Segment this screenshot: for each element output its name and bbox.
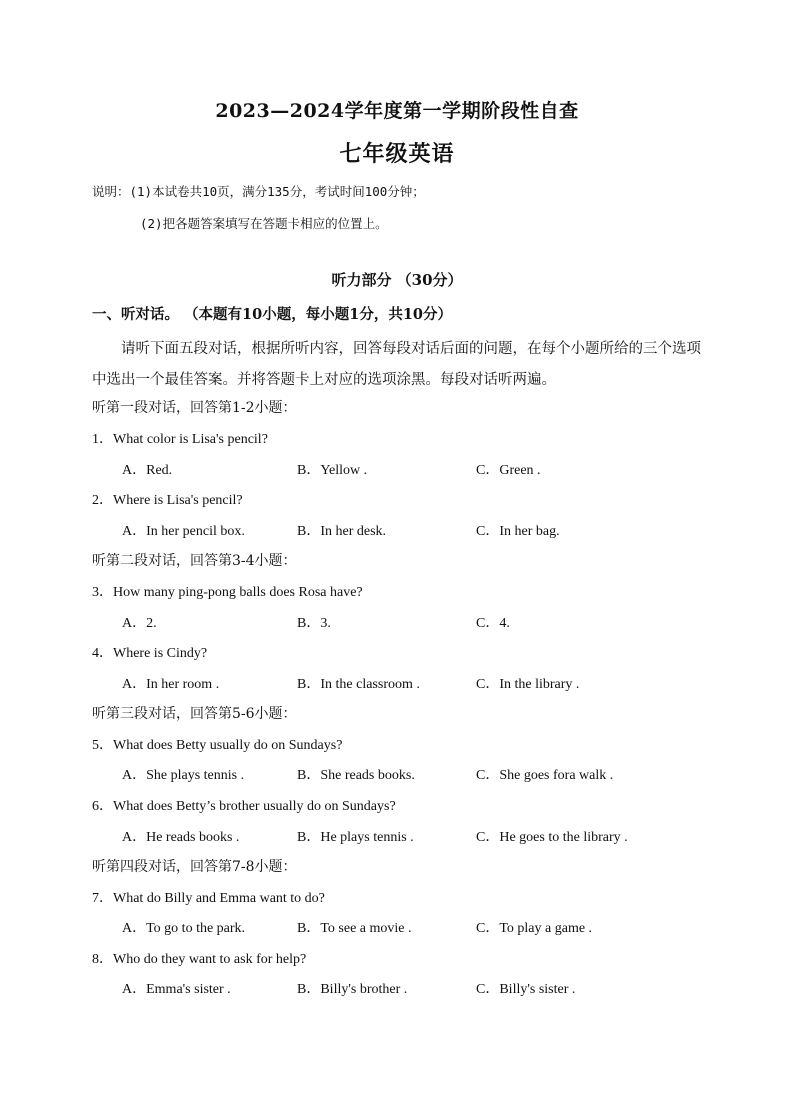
instructions: 请听下面五段对话，根据所听内容，回答每段对话后面的问题，在每个小题所给的三个选项中选出一个最佳答案。并将答题卡上对应的选项涂黑。每段对话听两遍。: [92, 341, 701, 388]
exam-title: 2023—2024学年度第一学期阶段性自查: [215, 100, 579, 122]
note-line-1: 说明：(1)本试卷共10页，满分135分，考试时间100分钟；: [92, 184, 425, 199]
option-b: B．He plays tennis .: [297, 830, 414, 845]
option-c: C．She goes fora walk .: [476, 768, 614, 783]
option-b: B．In the classroom .: [297, 677, 420, 692]
option-a: A．In her pencil box.: [122, 524, 245, 539]
question-2: 2．Where is Lisa's pencil?: [92, 493, 243, 508]
option-a: A．He reads books .: [122, 830, 240, 845]
exam-subject: 七年级英语: [339, 141, 455, 167]
option-c: C．In the library .: [476, 677, 580, 692]
option-a: A．Red.: [122, 463, 173, 478]
option-a: A．Emma's sister .: [122, 982, 231, 997]
dialogue-heading: 听第三段对话，回答第5-6小题：: [92, 706, 297, 722]
option-b: B．Billy's brother .: [297, 982, 408, 997]
part-title: 一、听对话。 （本题有10小题，每小题1分，共10分）: [92, 306, 452, 323]
option-b: B．In her desk.: [297, 524, 387, 539]
section-title: 听力部分 （30分）: [331, 271, 463, 289]
question-7: 7．What do Billy and Emma want to do?: [92, 891, 325, 906]
dialogue-heading: 听第一段对话，回答第1-2小题：: [92, 400, 297, 416]
option-a: A．To go to the park.: [122, 921, 246, 936]
note-line-2: (2)把各题答案填写在答题卡相应的位置上。: [140, 216, 388, 231]
option-b: B．3.: [297, 616, 331, 631]
dialogue-heading: 听第二段对话，回答第3-4小题：: [92, 553, 297, 569]
option-b: B．Yellow .: [297, 463, 368, 478]
option-c: C．To play a game .: [476, 921, 593, 936]
option-a: A．In her room .: [122, 677, 220, 692]
option-c: C．Green .: [476, 463, 541, 478]
question-5: 5．What does Betty usually do on Sundays?: [92, 738, 343, 753]
option-b: B．She reads books.: [297, 768, 415, 783]
option-a: A．She plays tennis .: [122, 768, 245, 783]
option-c: C．Billy's sister .: [476, 982, 576, 997]
option-b: B．To see a movie .: [297, 921, 412, 936]
question-3: 3．How many ping-pong balls does Rosa have?: [92, 585, 363, 600]
option-c: C．He goes to the library .: [476, 830, 628, 845]
dialogue-heading: 听第四段对话，回答第7-8小题：: [92, 859, 297, 875]
question-1: 1．What color is Lisa's pencil?: [92, 432, 268, 447]
option-c: C．In her bag.: [476, 524, 560, 539]
question-4: 4．Where is Cindy?: [92, 646, 208, 661]
option-a: A．2.: [122, 616, 157, 631]
question-6: 6．What does Betty’s brother usually do on Sundays?: [92, 799, 396, 814]
option-c: C．4.: [476, 616, 510, 631]
question-8: 8．Who do they want to ask for help?: [92, 952, 307, 967]
